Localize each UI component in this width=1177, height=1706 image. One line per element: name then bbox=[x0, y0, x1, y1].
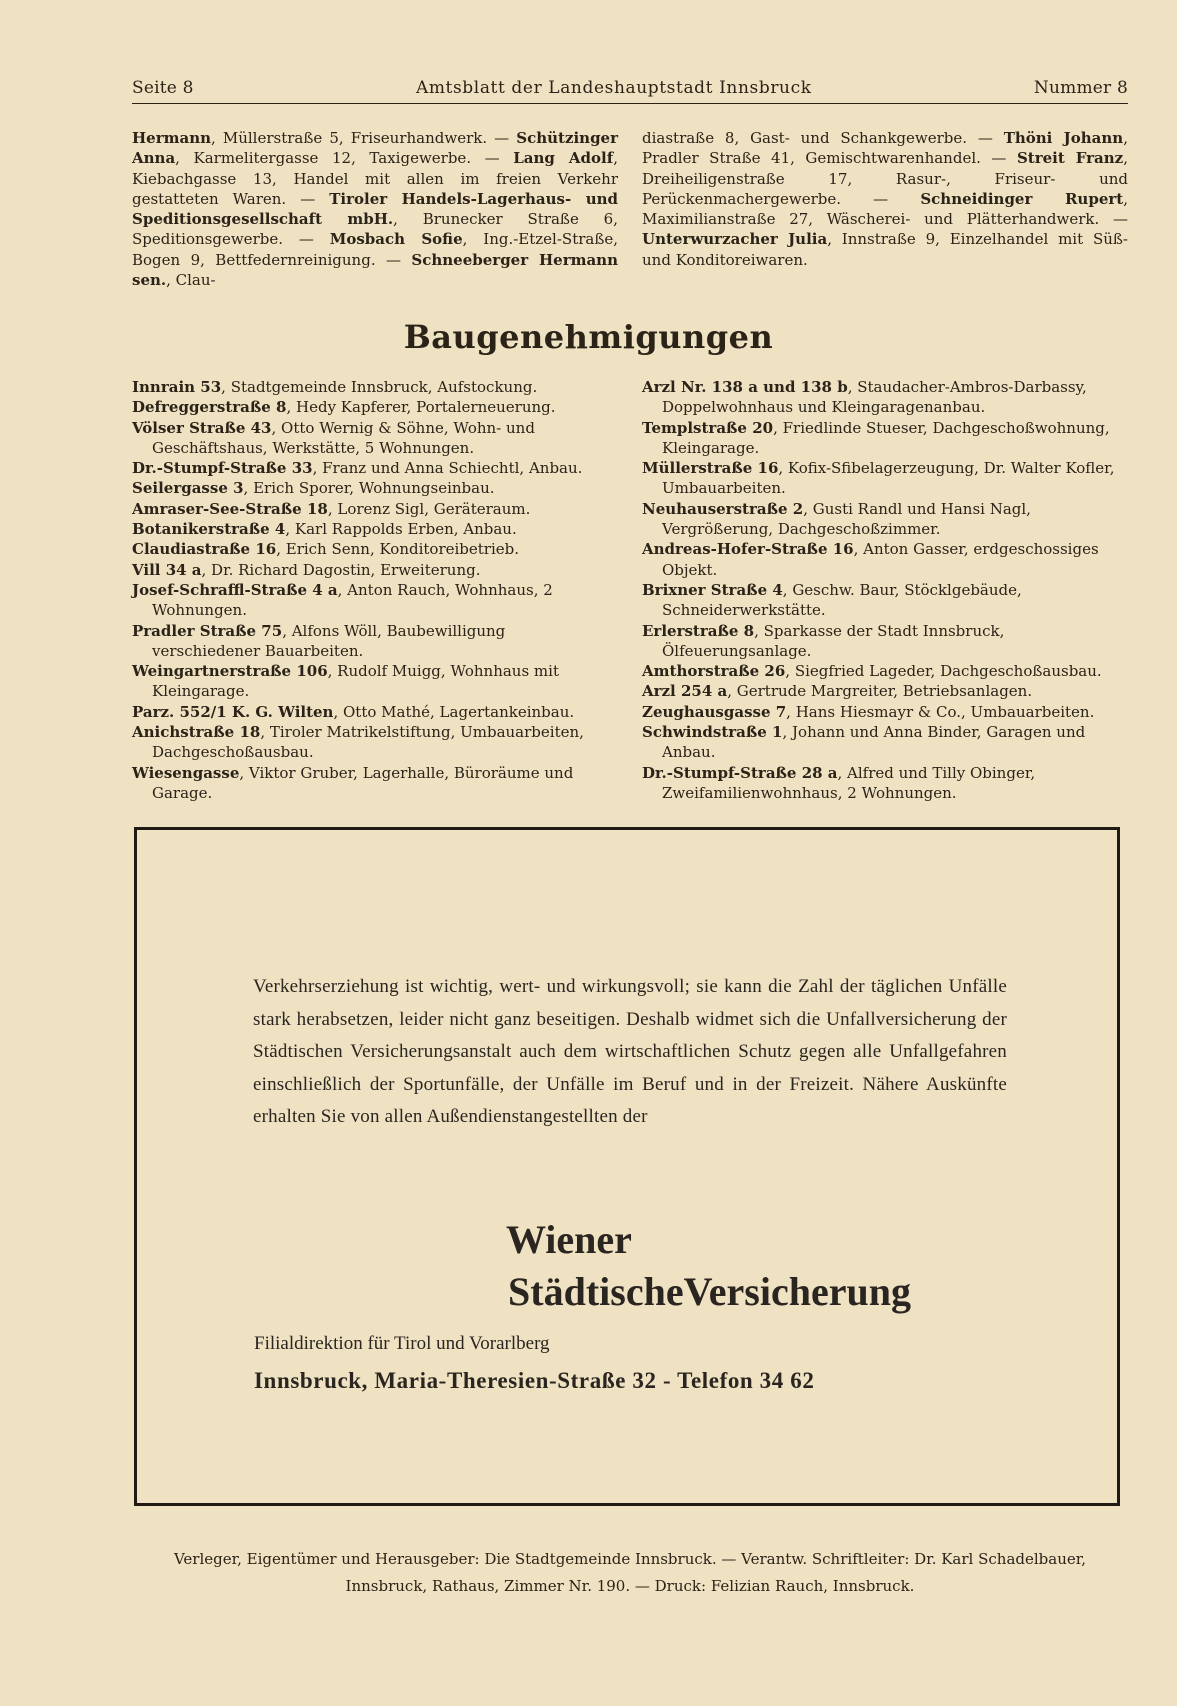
entry-name: Tiroler Handels-Lagerhaus- und Speditionsgesellschaft mbH. bbox=[132, 189, 618, 229]
permit-address: Seilergasse 3 bbox=[132, 479, 244, 498]
entry-text: , Kiebachgasse 13, Handel mit allen im freien Verkehr gestatteten Waren. — bbox=[132, 149, 618, 208]
trade-entries-left-column bbox=[132, 128, 618, 290]
permit-entry bbox=[132, 458, 618, 478]
page-label: Seite 8 bbox=[132, 78, 194, 98]
entry-name: Schneidinger Rupert bbox=[920, 189, 1124, 208]
advertiser-branch: Filialdirektion für Tirol und Vorarlberg bbox=[254, 1333, 550, 1354]
entry-name: Streit Franz bbox=[1016, 149, 1124, 168]
permit-address: Amraser-See-Straße 18 bbox=[132, 499, 328, 518]
advertiser-name-line2: StädtischeVersicherung bbox=[508, 1269, 911, 1314]
entry-text: diastraße 8, Gast- und Schankgewerbe. — bbox=[642, 129, 1004, 147]
permit-entry bbox=[642, 722, 1128, 763]
permit-entry bbox=[132, 763, 618, 804]
permit-details: , Geschw. Baur, Stöcklgebäude, Schneiderwerkstätte. bbox=[662, 580, 1022, 620]
permit-details: , Sparkasse der Stadt Innsbruck, Ölfeuerungsanlage. bbox=[662, 621, 1005, 660]
entry-text: , Maximilianstraße 27, Wäscherei- und Plätterhandwerk. — bbox=[642, 189, 1128, 229]
entry-text: , Innstraße 9, Einzelhandel mit Süß- und Konditoreiwaren. bbox=[642, 230, 1128, 269]
permit-address: Weingartnerstraße 106 bbox=[132, 662, 328, 681]
permit-details: , Hedy Kapferer, Portalerneuerung. bbox=[286, 398, 556, 417]
imprint bbox=[132, 1546, 1128, 1600]
permit-details: , Otto Wernig & Söhne, Wohn- und Geschäftshaus, Werkstätte, 5 Wohnungen. bbox=[152, 418, 535, 457]
permit-details: , Friedlinde Stueser, Dachgeschoßwohnung, Kleingarage. bbox=[662, 418, 1110, 457]
entry-name: Thöni Johann bbox=[1003, 129, 1124, 147]
permit-details: , Erich Sporer, Wohnungseinbau. bbox=[243, 479, 495, 498]
permit-entry bbox=[132, 580, 618, 621]
permit-entry bbox=[132, 621, 618, 662]
permit-address: Anichstraße 18 bbox=[132, 723, 261, 742]
permit-address: Dr.-Stumpf-Straße 28 a bbox=[642, 763, 838, 782]
entry-text: , Brunecker Straße 6, Speditionsgewerbe. — bbox=[132, 210, 618, 249]
entry-text: , Clau- bbox=[166, 271, 216, 290]
permit-details: , Anton Gasser, erdgeschossiges Objekt. bbox=[662, 540, 1099, 579]
permit-entry bbox=[642, 702, 1128, 722]
permit-details: , Gusti Randl und Hansi Nagl, Vergrößerung, Dachgeschoßzimmer. bbox=[662, 499, 1031, 539]
permit-details: , Anton Rauch, Wohnhaus, 2 Wohnungen. bbox=[152, 580, 553, 620]
permit-address: Arzl Nr. 138 a und 138 b bbox=[642, 378, 848, 396]
permit-entry bbox=[642, 499, 1128, 540]
permit-address: Arzl 254 a bbox=[642, 682, 728, 701]
permit-address: Erlerstraße 8 bbox=[642, 621, 755, 640]
issue-number: Nummer 8 bbox=[1033, 78, 1128, 98]
permit-entry bbox=[642, 418, 1128, 459]
permit-entry bbox=[642, 681, 1128, 701]
permit-details: , Lorenz Sigl, Geräteraum. bbox=[327, 499, 531, 518]
permit-details: , Karl Rappolds Erben, Anbau. bbox=[285, 520, 517, 539]
permit-details: , Kofix-Sfibelagerzeugung, Dr. Walter Kofler, Umbauarbeiten. bbox=[662, 459, 1115, 498]
permit-details: , Tiroler Matrikelstiftung, Umbauarbeiten, Dachgeschoßausbau. bbox=[152, 723, 584, 762]
entry-name: Lang Adolf bbox=[513, 149, 614, 168]
entry-text: , Dreiheiligenstraße 17, Rasur-, Friseur- und Perückenmachergewerbe. — bbox=[642, 149, 1128, 208]
header-rule bbox=[132, 103, 1128, 104]
advertisement-body: Verkehrserziehung ist wichtig, wert- und wirkungsvoll; sie kann die Zahl der täglichen Unfälle stark herabsetzen, leider nicht ganz beseitigen. Deshalb widmet sich die Unfallversicherung der Städtischen Versicherungsanstalt auch dem wirtschaftlichen Schutz gegen alle Unfallgefahren einschließlich der Sportunfälle, der Unfälle im Beruf und in der Freizeit. Nähere Auskünfte erhalten Sie von allen Außendienstangestellten der bbox=[253, 976, 1007, 1128]
permit-entry bbox=[642, 621, 1128, 662]
permit-entry bbox=[132, 377, 618, 397]
entry-text: , Pradler Straße 41, Gemischtwarenhandel. — bbox=[642, 129, 1128, 168]
permit-details: , Alfons Wöll, Baubewilligung verschiedener Bauarbeiten. bbox=[152, 621, 506, 660]
permit-address: Templstraße 20 bbox=[642, 418, 774, 437]
permit-address: Innrain 53 bbox=[132, 378, 222, 396]
permit-details: , Hans Hiesmayr & Co., Umbauarbeiten. bbox=[786, 702, 1095, 721]
permit-address: Parz. 552/1 K. G. Wilten bbox=[132, 702, 334, 721]
permit-entry bbox=[642, 377, 1128, 418]
permit-entry bbox=[132, 418, 618, 459]
trade-entries bbox=[132, 128, 1128, 290]
imprint-line-2: Innsbruck, Rathaus, Zimmer Nr. 190. — Druck: Felizian Rauch, Innsbruck. bbox=[345, 1577, 915, 1595]
entry-name: Schneeberger Hermann sen. bbox=[132, 250, 618, 290]
permit-address: Claudiastraße 16 bbox=[132, 540, 277, 559]
permit-address: Andreas-Hofer-Straße 16 bbox=[642, 540, 854, 559]
entry-text: , Müllerstraße 5, Friseurhandwerk. — bbox=[211, 129, 517, 147]
entry-name: Unterwurzacher Julia bbox=[642, 230, 828, 249]
permit-entry bbox=[642, 661, 1128, 681]
permit-address: Wiesengasse bbox=[132, 763, 240, 782]
permit-address: Amthorstraße 26 bbox=[642, 662, 786, 681]
permit-details: , Dr. Richard Dagostin, Erweiterung. bbox=[201, 560, 481, 579]
permit-details: , Siegfried Lageder, Dachgeschoßausbau. bbox=[785, 662, 1102, 681]
permit-details: , Stadtgemeinde Innsbruck, Aufstockung. bbox=[221, 378, 538, 396]
entry-name: Mosbach Sofie bbox=[329, 230, 463, 249]
permit-details: , Rudolf Muigg, Wohnhaus mit Kleingarage. bbox=[152, 662, 559, 701]
permit-entry bbox=[132, 722, 618, 763]
permit-details: , Gertrude Margreiter, Betriebsanlagen. bbox=[727, 682, 1033, 701]
permit-address: Vill 34 a bbox=[132, 560, 202, 579]
section-title: Baugenehmigungen bbox=[403, 318, 774, 356]
permit-details: , Staudacher-Ambros-Darbassy, Doppelwohnhaus und Kleingaragenanbau. bbox=[662, 378, 1087, 417]
permit-details: , Otto Mathé, Lagertankeinbau. bbox=[333, 702, 575, 721]
permit-address: Defreggerstraße 8 bbox=[132, 398, 287, 417]
page-header bbox=[132, 78, 1128, 98]
entry-name: Hermann bbox=[132, 129, 212, 147]
entry-text: , Karmelitergasse 12, Taxigewerbe. — bbox=[175, 149, 514, 168]
permit-details: , Johann und Anna Binder, Garagen und Anbau. bbox=[662, 723, 1086, 762]
permit-entry bbox=[132, 519, 618, 539]
permit-address: Schwindstraße 1 bbox=[642, 723, 783, 742]
permit-address: Müllerstraße 16 bbox=[642, 459, 779, 478]
permit-address: Zeughausgasse 7 bbox=[642, 702, 787, 721]
permit-entry bbox=[132, 539, 618, 559]
permit-entry bbox=[132, 397, 618, 417]
permit-entry bbox=[642, 580, 1128, 621]
permit-entry bbox=[132, 661, 618, 702]
permit-details: , Viktor Gruber, Lagerhalle, Büroräume und Garage. bbox=[152, 763, 574, 802]
entry-name: Schützinger Anna bbox=[132, 129, 618, 168]
permit-entry bbox=[132, 478, 618, 498]
permit-entry bbox=[642, 458, 1128, 499]
permit-address: Dr.-Stumpf-Straße 33 bbox=[132, 459, 313, 478]
permit-details: , Franz und Anna Schiechtl, Anbau. bbox=[312, 459, 583, 478]
permit-address: Neuhauserstraße 2 bbox=[642, 499, 804, 518]
permit-address: Völser Straße 43 bbox=[132, 418, 272, 437]
permit-entry bbox=[132, 499, 618, 519]
permits-right-column bbox=[642, 377, 1128, 803]
advertisement-box bbox=[134, 827, 1120, 1506]
permit-details: , Erich Senn, Konditoreibetrieb. bbox=[276, 540, 520, 559]
permit-entry bbox=[642, 763, 1128, 804]
permit-address: Botanikerstraße 4 bbox=[132, 520, 286, 539]
publication-title: Amtsblatt der Landeshauptstadt Innsbruck bbox=[415, 78, 812, 98]
permits-left-column bbox=[132, 377, 618, 803]
permit-address: Pradler Straße 75 bbox=[132, 621, 283, 640]
permit-entry bbox=[132, 560, 618, 580]
building-permits bbox=[132, 377, 1128, 803]
imprint-line-1: Verleger, Eigentümer und Herausgeber: Die Stadtgemeinde Innsbruck. — Verantw. Schriftleiter: Dr. Karl Schadelbauer, bbox=[173, 1550, 1087, 1568]
entry-text: , Ing.-Etzel-Straße, Bogen 9, Bettfedernreinigung. — bbox=[132, 230, 619, 269]
permit-address: Brixner Straße 4 bbox=[642, 580, 783, 599]
trade-entries-right-column bbox=[642, 128, 1128, 290]
permit-details: , Alfred und Tilly Obinger, Zweifamilienwohnhaus, 2 Wohnungen. bbox=[662, 763, 1036, 802]
permit-entry bbox=[132, 702, 618, 722]
permit-address: Josef-Schraffl-Straße 4 a bbox=[132, 580, 338, 599]
advertiser-name-line1: Wiener bbox=[506, 1217, 632, 1262]
permit-entry bbox=[642, 539, 1128, 580]
advertiser-address: Innsbruck, Maria-Theresien-Straße 32 - Telefon 34 62 bbox=[254, 1368, 815, 1393]
